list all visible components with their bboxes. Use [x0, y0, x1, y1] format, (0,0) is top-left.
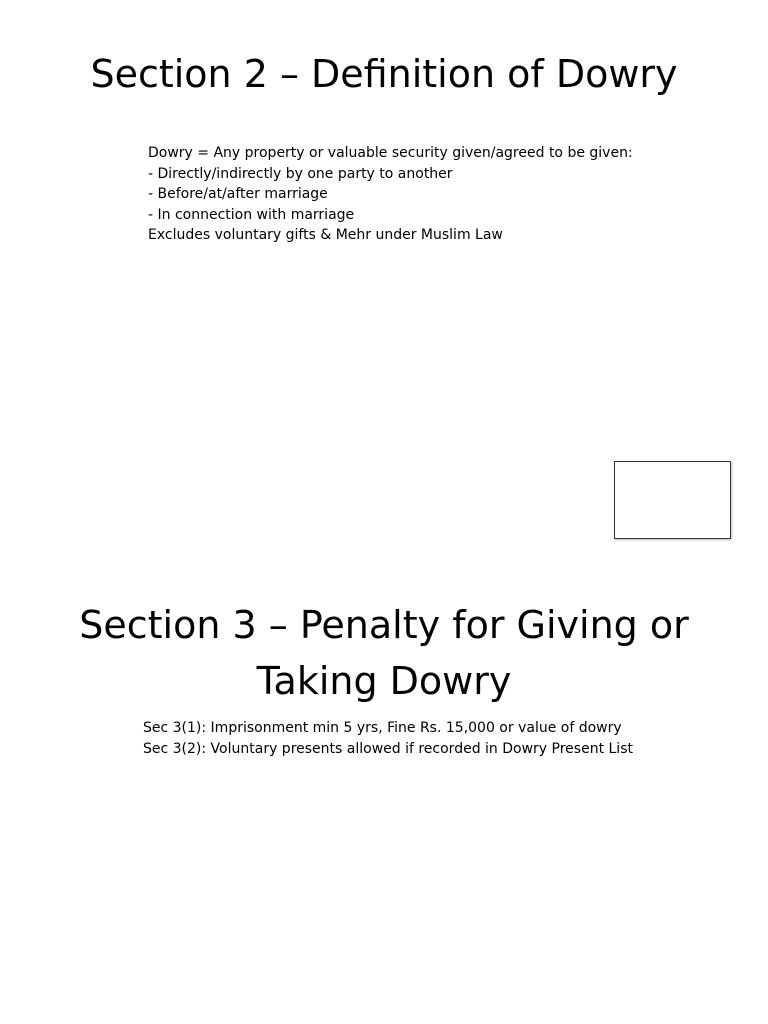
slide-body	[148, 143, 633, 246]
body-line: Sec 3(2): Voluntary presents allowed if recorded in Dowry Present List	[143, 740, 633, 757]
empty-placeholder-box	[614, 461, 731, 539]
body-line: - In connection with marriage	[148, 206, 355, 223]
body-line: Dowry = Any property or valuable security given/agreed to be given:	[148, 145, 633, 161]
slide-title-line: Taking Dowry	[256, 659, 512, 703]
slide-title: Section 2 – Definition of Dowry	[90, 52, 678, 96]
slide-title-line: Section 3 – Penalty for Giving or	[79, 603, 689, 647]
body-line: - Before/at/after marriage	[148, 186, 328, 202]
slide-body	[143, 718, 633, 759]
slide-section-3	[0, 580, 768, 1024]
slide-title	[0, 597, 768, 709]
body-line: - Directly/indirectly by one party to another	[148, 165, 453, 182]
body-line: Excludes voluntary gifts & Mehr under Muslim Law	[148, 227, 503, 243]
body-line: Sec 3(1): Imprisonment min 5 yrs, Fine Rs. 15,000 or value of dowry	[143, 720, 622, 736]
